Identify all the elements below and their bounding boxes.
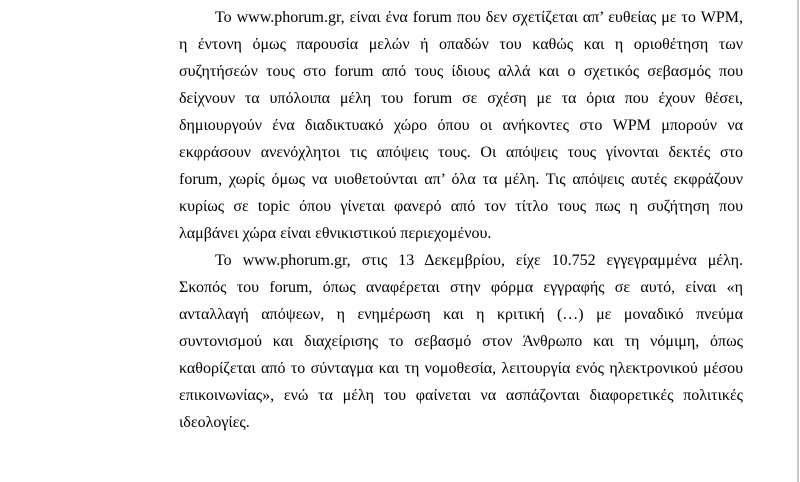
text-line: Το www.phorum.gr, είναι ένα forum που δεν σχετίζεται απ’ ευθείας με το WPM, [215, 9, 743, 26]
text-line: δείχνουν τα υπόλοιπα μέλη του forum σε σχέση με τα όρια που έχουν θέσει, [179, 90, 743, 107]
paragraph-phorum-members [107, 247, 743, 436]
text-line: Σκοπός του forum, όπως αναφέρεται στην φόρμα εγγραφής σε αυτό, είναι «η [179, 279, 743, 296]
text-line: συζητήσεών τους στο forum από τους ίδιους αλλά και ο σχετικός σεβασμός που [179, 63, 743, 80]
text-line: forum, χωρίς όμως να υιοθετούνται απ’ όλα τα μέλη. Τις απόψεις αυτές εκφράζουν [179, 171, 743, 188]
paragraph-phorum-description [107, 4, 743, 247]
text-line: καθορίζεται από το σύνταγμα και τη νομοθεσία, λειτουργία ενός ηλεκτρονικού μέσου [179, 360, 743, 377]
text-line: εκφράσουν ανενόχλητοι τις απόψεις τους. Οι απόψεις τους γίνονται δεκτές στο [179, 144, 743, 161]
text-line: Το www.phorum.gr, στις 13 Δεκεμβρίου, είχε 10.752 εγγεγραμμένα μέλη. [215, 252, 743, 269]
text-line: η έντονη όμως παρουσία μελών ή οπαδών του καθώς και η οριοθέτηση των [179, 36, 743, 53]
text-line: συντονισμού και διαχείρισης το σεβασμό στον Άνθρωπο και τη νόμιμη, όπως [179, 333, 743, 350]
text-line: λαμβάνει χώρα είναι εθνικιστικού περιεχομένου. [179, 225, 492, 242]
text-line: δημιουργούν ένα διαδικτυακό χώρο όπου οι ανήκοντες στο WPM μπορούν να [179, 117, 743, 134]
text-line: κυρίως σε topic όπου γίνεται φανερό από τον τίτλο τους πως η συζήτηση που [179, 198, 743, 215]
text-line: ανταλλαγή απόψεων, η ενημέρωση και η κριτική (…) με μοναδικό πνεύμα [179, 306, 743, 323]
document-body [107, 4, 743, 436]
text-line: επικοινωνίας», ενώ τα μέλη του φαίνεται να ασπάζονται διαφορετικές πολιτικές [179, 387, 743, 404]
text-line: ιδεολογίες. [179, 414, 250, 431]
